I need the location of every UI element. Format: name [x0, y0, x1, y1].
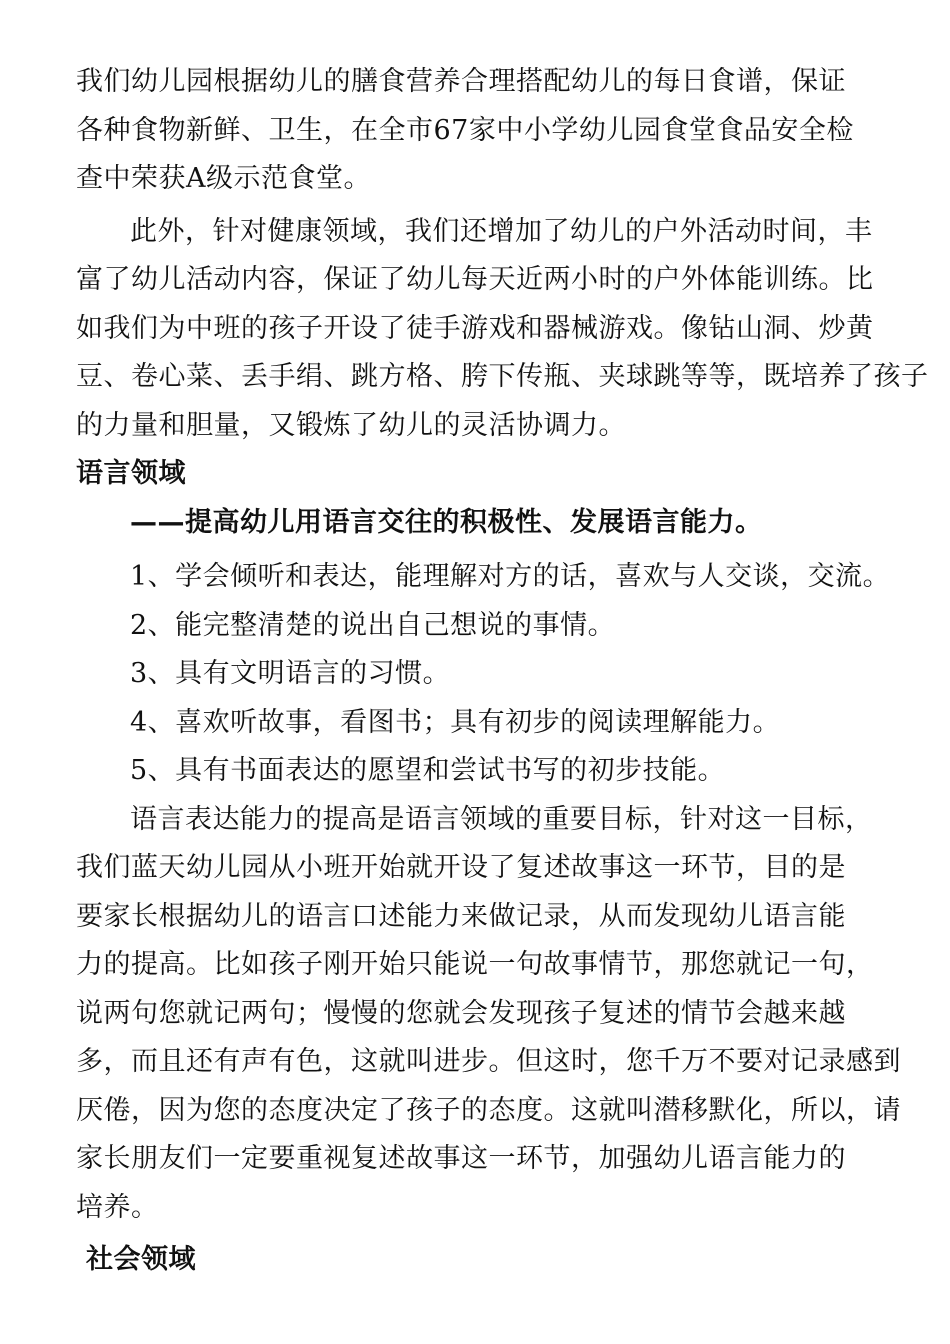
text-line: 家长朋友们一定要重视复述故事这一环节，加强幼儿语言能力的 — [76, 1143, 846, 1174]
text-line: 培养。 — [76, 1191, 159, 1223]
text-line: 我们幼儿园根据幼儿的膳食营养合理搭配幼儿的每日食谱，保证 — [76, 66, 846, 97]
section-heading-social: 社会领域 — [86, 1244, 196, 1275]
text-line: 语言表达能力的提高是语言领域的重要目标，针对这一目标， — [130, 803, 873, 835]
list-item: 4、喜欢听故事，看图书；具有初步的阅读理解能力。 — [130, 706, 781, 738]
text-line: 富了幼儿活动内容，保证了幼儿每天近两小时的户外体能训练。比 — [76, 264, 874, 295]
section-social — [76, 1236, 896, 1285]
text-line: 如我们为中班的孩子开设了徒手游戏和器械游戏。像钻山洞、炒黄 — [76, 312, 874, 344]
text-line: 各种食物新鲜、卫生，在全市67家中小学幼儿园食堂食品安全检 — [76, 114, 854, 146]
document-page — [76, 58, 929, 1285]
text-line: 力的提高。比如孩子刚开始只能说一句故事情节，那您就记一句， — [76, 949, 874, 980]
text-line: 厌倦，因为您的态度决定了孩子的态度。这就叫潜移默化，所以，请 — [76, 1094, 901, 1126]
text-line: 查中荣获A级示范食堂。 — [76, 163, 371, 194]
paragraph-outdoor-activity — [76, 208, 929, 451]
text-line: 说两句您就记两句；慢慢的您就会发现孩子复述的情节会越来越 — [76, 997, 846, 1029]
text-line: 多，而且还有声有色，这就叫进步。但这时，您千万不要对记录感到 — [76, 1046, 901, 1077]
list-item: 5、具有书面表达的愿望和尝试书写的初步技能。 — [130, 755, 726, 786]
list-item: 2、能完整清楚的说出自己想说的事情。 — [130, 609, 616, 641]
section-language — [76, 450, 896, 796]
text-line: 此外，针对健康领域，我们还增加了幼儿的户外活动时间，丰 — [130, 215, 873, 247]
paragraph-diet — [76, 58, 896, 204]
list-item: 3、具有文明语言的习惯。 — [130, 658, 451, 689]
section-subtitle-language: ——提高幼儿用语言交往的积极性、发展语言能力。 — [130, 506, 763, 538]
text-line: 的力量和胆量，又锻炼了幼儿的灵活协调力。 — [76, 409, 626, 441]
text-line: 豆、卷心菜、丢手绢、跳方格、胯下传瓶、夹球跳等等，既培养了孩子 — [76, 361, 929, 392]
text-line: 要家长根据幼儿的语言口述能力来做记录，从而发现幼儿语言能 — [76, 900, 846, 932]
list-item: 1、学会倾听和表达，能理解对方的话，喜欢与人交谈，交流。 — [130, 561, 891, 592]
paragraph-language-expression — [76, 796, 901, 1233]
section-heading-language: 语言领域 — [76, 458, 186, 489]
text-line: 我们蓝天幼儿园从小班开始就开设了复述故事这一环节，目的是 — [76, 852, 846, 883]
